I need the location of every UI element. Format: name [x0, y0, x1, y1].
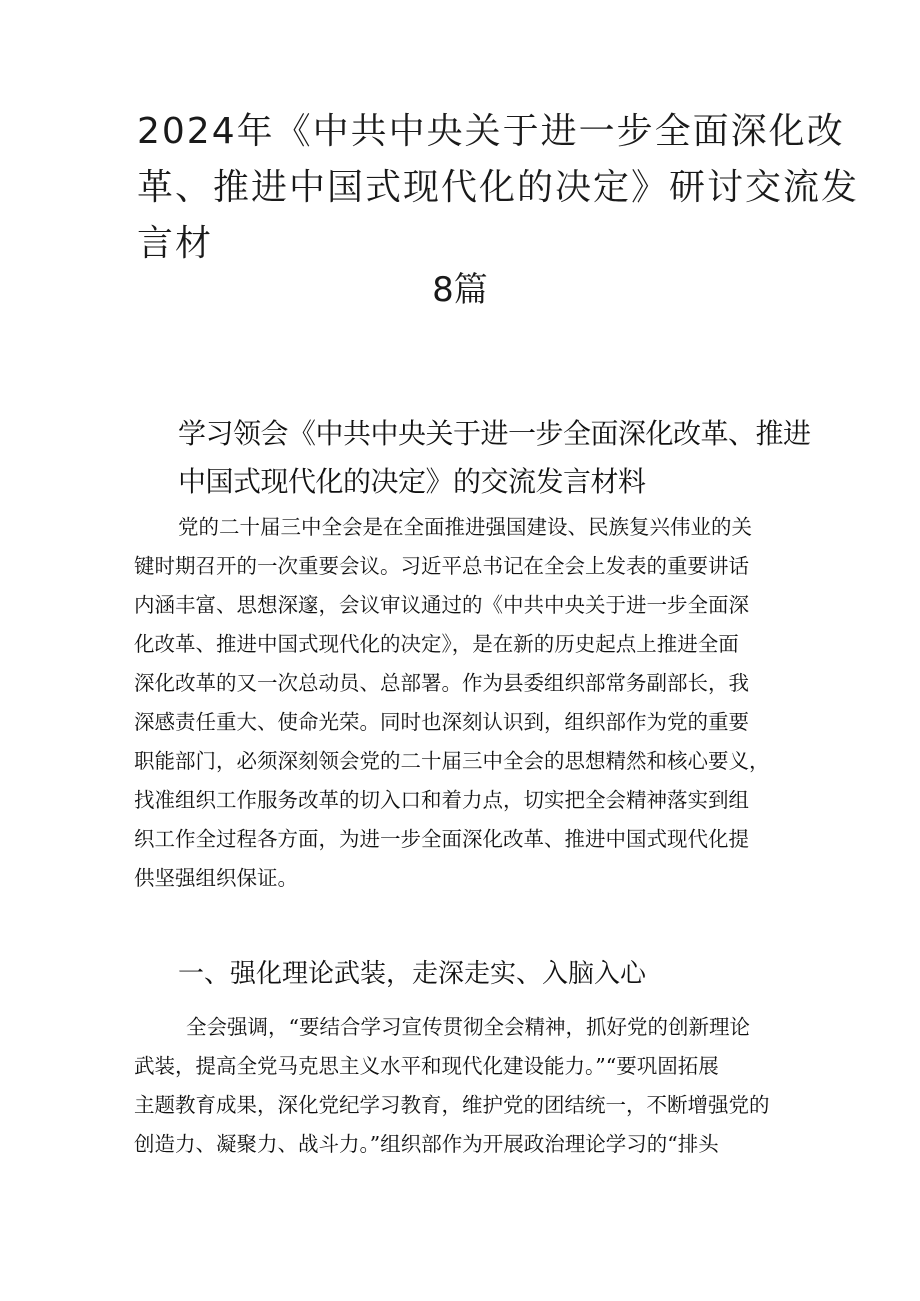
document-title-line: 革、推进中国式现代化的决定》研讨交流发	[137, 167, 860, 208]
section-paragraph	[134, 1008, 806, 1164]
intro-paragraph	[134, 508, 798, 898]
paragraph-line: 深感责任重大、使命光荣。同时也深刻认识到，组织部作为党的重要	[134, 710, 749, 734]
paragraph-line: 全会强调，“要结合学习宣传贯彻全会精神，抓好党的创新理论	[186, 1015, 750, 1039]
section-heading: 一、强化理论武装，走深走实、入脑入心	[178, 959, 647, 989]
document-title-line: 言材	[137, 223, 214, 264]
article-title	[178, 410, 818, 506]
paragraph-line: 供坚强组织保证。	[134, 866, 298, 890]
paragraph-line: 职能部门，必须深刻领会党的二十届三中全会的思想精然和核心要义，	[134, 749, 770, 773]
paragraph-line: 武装，提高全党马克思主义水平和现代化建设能力。”“要巩固拓展	[134, 1054, 719, 1078]
paragraph-line: 织工作全过程各方面，为进一步全面深化改革、推进中国式现代化提	[134, 827, 749, 851]
paragraph-line: 找准组织工作服务改革的切入口和着力点，切实把全会精神落实到组	[134, 788, 749, 812]
document-title-line: 2024年《中共中央关于进一步全面深化改	[137, 111, 845, 152]
paragraph-line: 创造力、凝聚力、战斗力。”组织部作为开展政治理论学习的“排头	[134, 1132, 719, 1156]
paragraph-line: 党的二十届三中全会是在全面推进强国建设、民族复兴伟业的关	[178, 515, 752, 539]
paragraph-line: 键时期召开的一次重要会议。习近平总书记在全会上发表的重要讲话	[134, 554, 749, 578]
paragraph-line: 化改革、推进中国式现代化的决定》，是在新的历史起点上推进全面	[134, 632, 739, 656]
paragraph-line: 主题教育成果，深化党纪学习教育，维护党的团结统一，不断增强党的	[134, 1093, 770, 1117]
article-title-line: 中国式现代化的决定》的交流发言材料	[178, 465, 646, 498]
document-title	[137, 104, 860, 272]
paragraph-line: 内涵丰富、思想深邃，会议审议通过的《中共中央关于进一步全面深	[134, 593, 749, 617]
document-title-count: 8篇	[432, 270, 488, 310]
article-title-line: 学习领会《中共中央关于进一步全面深化改革、推进	[178, 417, 811, 450]
paragraph-line: 深化改革的又一次总动员、总部署。作为县委组织部常务副部长，我	[134, 671, 749, 695]
